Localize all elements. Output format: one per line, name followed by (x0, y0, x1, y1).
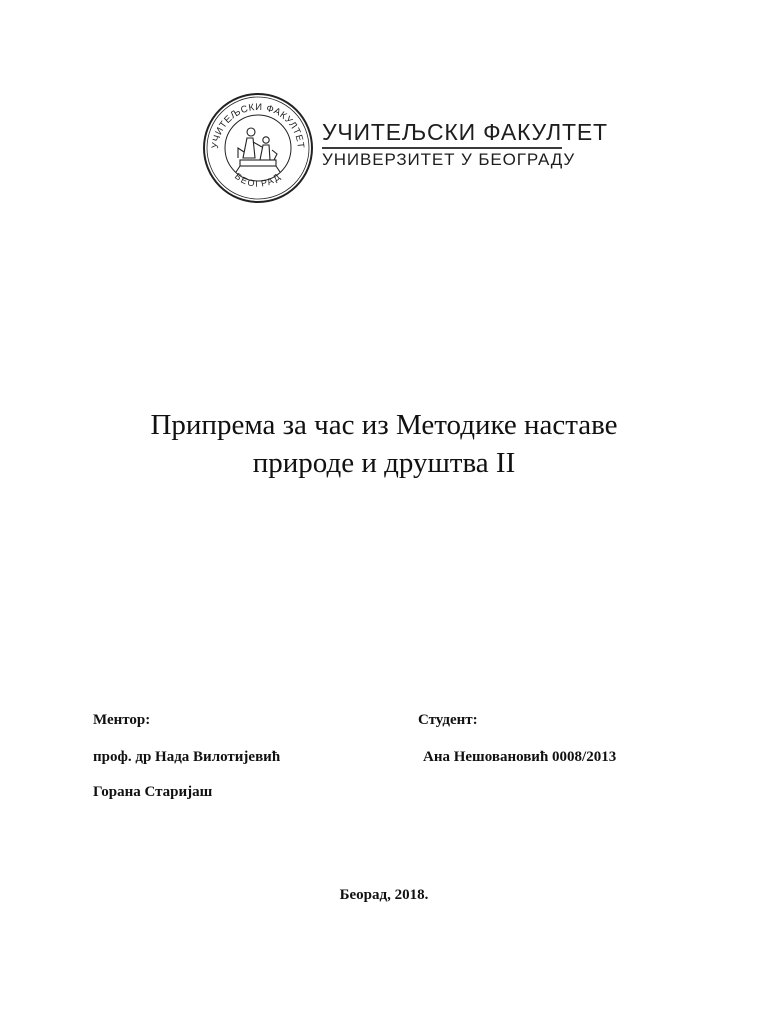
student-name: Ана Нешовановић 0008/2013 (423, 749, 617, 765)
faculty-seal-logo (202, 92, 314, 204)
document-title (84, 406, 684, 482)
mentor-name-2: Горана Старијаш (93, 784, 213, 800)
svg-text:БЕОГРАД: БЕОГРАД (232, 170, 284, 189)
place-date: Беорад, 2018. (339, 887, 429, 903)
faculty-name: УЧИТЕЉСКИ ФАКУЛТЕТ (322, 119, 608, 145)
title-line-2: природе и друштва II (252, 447, 516, 479)
mentor-label: Ментор: (93, 712, 151, 728)
title-line-1: Припрема за час из Методике наставе (150, 409, 618, 441)
mentor-name: проф. др Нада Вилотијевић (93, 749, 281, 765)
header-divider (322, 147, 562, 149)
svg-text:УЧИТЕЉСКИ ФАКУЛТЕТ: УЧИТЕЉСКИ ФАКУЛТЕТ (209, 101, 307, 150)
university-name: УНИВЕРЗИТЕТ У БЕОГРАДУ (322, 150, 576, 169)
student-label: Студент: (418, 712, 478, 728)
